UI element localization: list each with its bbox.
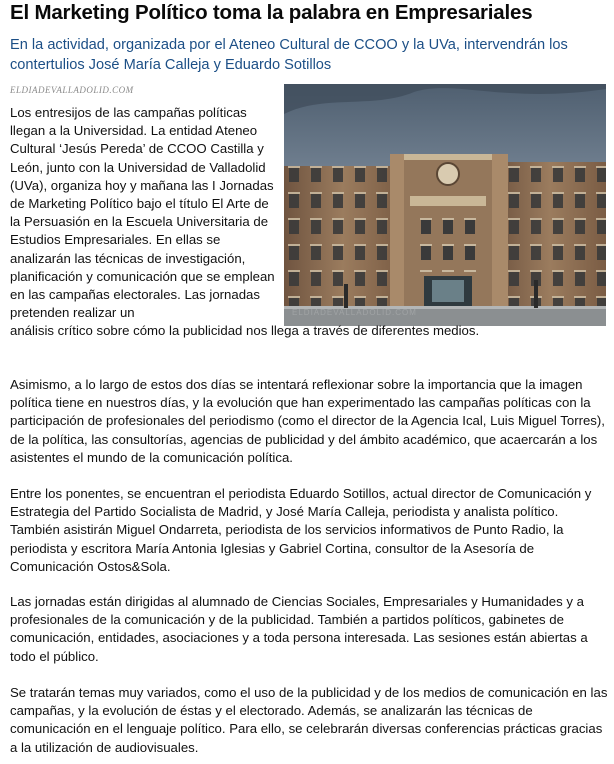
building-photo [284,84,606,326]
photo-watermark: ELDIADEVALLADOLID.COM [292,308,417,317]
article-headline: El Marketing Político toma la palabra en Empresariales [10,1,533,24]
building-illustration [284,84,606,326]
paragraph-4: Las jornadas están dirigidas al alumnado de Ciencias Sociales, Empresariales y Humanidades y a profesionales de la comunicación y de la publicidad. También a partidos políticos, gabinetes de comunicación, entidades, asociaciones y a toda persona interesada. Las sesiones están abiertas a todo el público. [10,594,588,664]
paragraph-1-continuation: análisis crítico sobre cómo la publicidad nos llega a través de diferentes medios. [10,323,480,338]
source-label: ELDIADEVALLADOLID.COM [10,85,134,95]
paragraph-3: Entre los ponentes, se encuentran el periodista Eduardo Sotillos, actual director de Comunicación y Estrategia del Partido Socialista de Madrid, y José María Calleja, periodista y analista político. También asistirán Miguel Ondarreta, periodista de los servicios informativos de Punto Radio, la periodista y escritora María Antonia Iglesias y Gabriel Cortina, consultor de la Asesoría de Comunicación Ostos&Sola. [10,486,592,574]
article-subtitle: En la actividad, organizada por el Ateneo Cultural de CCOO y la UVa, intervendrán los contertulios José María Calleja y Eduardo Sotillos [10,37,568,73]
paragraph-1-beside-photo: Los entresijos de las campañas políticas llegan a la Universidad. La entidad Ateneo Cultural ‘Jesús Pereda’ de CCOO Castilla y León, junto con la Universidad de Valladolid (UVa), organiza hoy y mañana las I Jornadas de Marketing Político bajo el título El Arte de la Persuasión en la Escuela Universitaria de Estudios Empresariales. En ellas se analizarán las técnicas de investigación, planificación y comunicación que se emplean en las campañas electorales. Las jornadas pretenden realizar un [10,105,275,321]
paragraph-2: Asimismo, a lo largo de estos dos días se intentará reflexionar sobre la importancia que la imagen política tiene en nuestros días, y la evolución que han experimentado las campañas políticas con la participación de profesionales del periodismo (como el director de la Agencia Ical, Luis Miguel Torres), de la política, las consultorías, agencias de publicidad y del ámbito académico, que acaercarán a los asistentes el mundo de la comunicación política. [10,377,605,465]
paragraph-5: Se tratarán temas muy variados, como el uso de la publicidad y de los medios de comunicación en las campañas, y la evolución de éstas y el electorado. Además, se analizarán las técnicas de comunicación en el lenguaje político. Para ello, se celebrarán diversas conferencias prácticas gracias a la utilización de audiovisuales. [10,685,608,755]
